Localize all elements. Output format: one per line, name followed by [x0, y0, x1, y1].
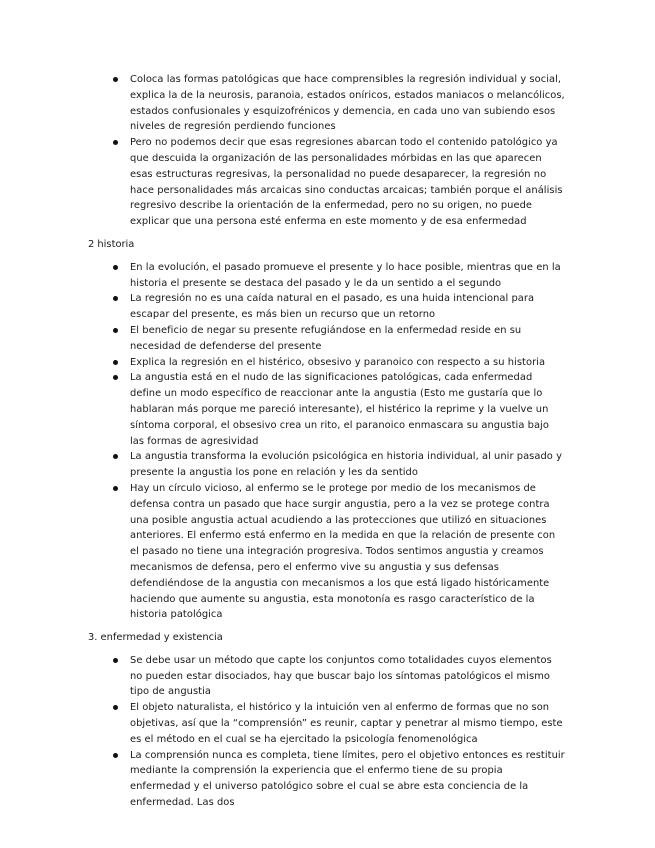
bullet-icon [113, 705, 118, 710]
list-item [88, 370, 566, 449]
list-item [88, 748, 566, 811]
document-body [88, 72, 566, 811]
list-item [88, 323, 566, 355]
list-item-text: Hay un círculo vicioso, al enfermo se le protege por medio de los mecanismos de defensa contra un pasado que hace surgir angustia, pero a la vez se protege contra una posible angustia actual acudiendo a las protecciones que utilizó en situaciones anteriores. El enfermo está enfermo en la medida en que la relación de presente con el pasado no tiene una integración progresiva. Todos sentimos angustia y creamos mecanismos de defensa, pero el enfermo vive su angustia y sus defensas defendiéndose de la angustia con mecanismos a los que está ligado históricamente haciendo que aumente su angustia, esta monotonía es rasgo característico de la historia patológica [130, 482, 556, 621]
list-item [88, 135, 566, 230]
bullet-icon [113, 486, 118, 491]
list-item-text: Se debe usar un método que capte los conjuntos como totalidades cuyos elementos no pueden estar disociados, hay que buscar bajo los síntomas patológicos el mismo tipo de angustia [130, 654, 552, 698]
list-item-text: La regresión no es una caída natural en el pasado, es una huida intencional para escapar del presente, es más bien un recurso que un retorno [130, 293, 535, 321]
bullet-icon [113, 77, 118, 82]
list-item-text: La comprensión nunca es completa, tiene límites, pero el objetivo entonces es restituir mediante la comprensión la experiencia que el enfermo tiene de su propia enfermedad y el universo patológico sobre el cual se abre esta conciencia de la enfermedad. Las dos [130, 749, 565, 809]
bullet-icon [113, 265, 118, 270]
bullet-icon [113, 140, 118, 145]
list-item-text: Explica la regresión en el histérico, obsesivo y paranoico con respecto a su historia [130, 356, 546, 368]
list-item [88, 449, 566, 481]
bullet-icon [113, 375, 118, 380]
list-item [88, 355, 566, 371]
list-item-text: Pero no podemos decir que esas regresiones abarcan todo el contenido patológico ya que descuida la organización de las personalidades mórbidas en las que aparecen esas estructuras regresivas, la personalidad no puede desaparecer, la regresión no hace personalidades más arcaicas sino conductas arcaicas; también porque el análisis regresivo describe la orientación de la enfermedad, pero no su origen, no puede explicar que una persona esté enferma en este momento y de esa enfermedad [130, 137, 563, 228]
bullet-icon [113, 454, 118, 459]
bullet-list-intro [88, 72, 566, 230]
bullet-icon [113, 360, 118, 365]
list-item [88, 481, 566, 623]
list-item-text: La angustia transforma la evolución psicológica en historia individual, al unir pasado y presente la angustia los pone en relación y les da sentido [130, 451, 562, 479]
bullet-list-historia [88, 260, 566, 623]
list-item [88, 260, 566, 292]
list-item-text: La angustia está en el nudo de las significaciones patológicas, cada enfermedad define un modo específico de reaccionar ante la angustia (Esto me gustaría que lo hablaran más porque me pareció interesante), el histérico la reprime y la vuelve un síntoma corporal, el obsesivo crea un rito, el paranoico enmascara su angustia bajo las formas de agresividad [130, 372, 549, 447]
bullet-icon [113, 296, 118, 301]
list-item [88, 291, 566, 323]
list-item-text: El objeto naturalista, el histórico y la intuición ven al enfermo de formas que no son objetivas, así que la “comprensión” es reunir, captar y penetrar al mismo tiempo, este es el método en el cual se ha ejercitado la psicología fenomenológica [130, 702, 563, 745]
bullet-icon [113, 328, 118, 333]
list-item-text: En la evolución, el pasado promueve el presente y lo hace posible, mientras que en la historia el presente se destaca del pasado y le da un sentido a el segundo [130, 261, 561, 289]
section-heading-historia: 2 historia [88, 238, 135, 250]
list-item-text: El beneficio de negar su presente refugiándose en la enfermedad reside en su necesidad de defenderse del presente [130, 324, 522, 352]
list-item [88, 653, 566, 700]
list-item [88, 72, 566, 135]
bullet-list-enfermedad-y-existencia [88, 653, 566, 811]
bullet-icon [113, 658, 118, 663]
bullet-icon [113, 753, 118, 758]
list-item-text: Coloca las formas patológicas que hace comprensibles la regresión individual y social, explica la de la neurosis, paranoia, estados oníricos, estados maniacos o melancólicos, estados confusionales y esquizofrénicos y demencia, en cada uno van subiendo esos niveles de regresión perdiendo funciones [130, 74, 565, 133]
section-heading-enfermedad-y-existencia: 3. enfermedad y existencia [88, 632, 223, 644]
list-item [88, 700, 566, 747]
